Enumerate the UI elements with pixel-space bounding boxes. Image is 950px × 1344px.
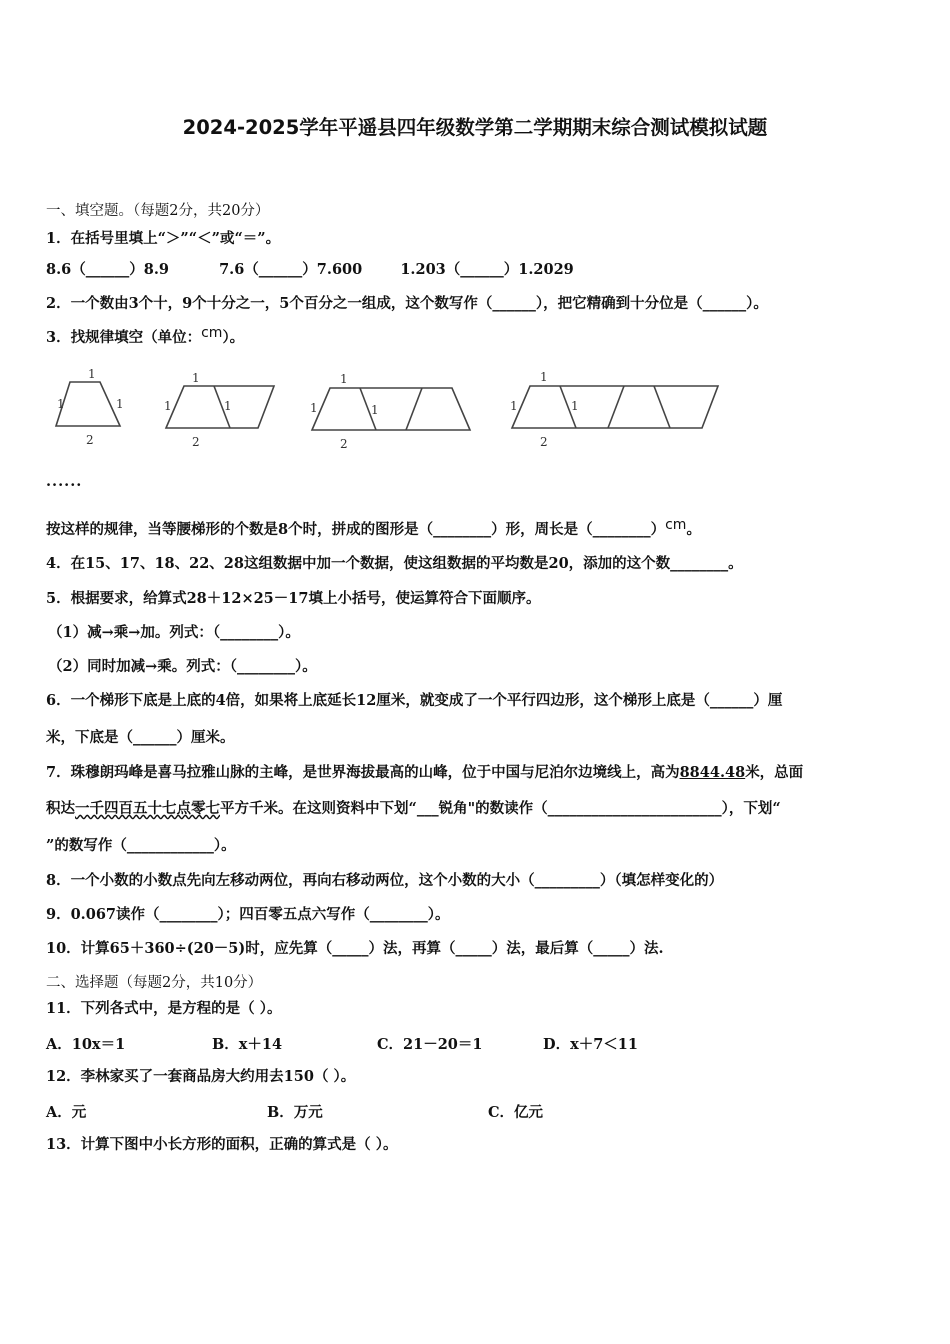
label-side-3: 1	[310, 401, 318, 415]
q12-option-c: C．亿元	[488, 1104, 544, 1121]
question-3-stem: 3．找规律填空（单位：cm）。	[46, 325, 245, 346]
question-3-answer: 按这样的规律，当等腰梯形的个数是8个时，拼成的图形是（________）形，周长是（________）cm。	[46, 517, 701, 538]
q1-item-3: 1.203（______）1.2029	[400, 261, 574, 278]
trapezoid-2	[166, 386, 274, 428]
label-bottom-3: 2	[340, 437, 348, 451]
question-5-stem: 5．根据要求，给算式28＋12×25－17填上小括号，使运算符合下面顺序。	[46, 590, 541, 607]
q11-option-b: B．x＋14	[212, 1036, 283, 1053]
question-7-line-1: 7．珠穆朗玛峰是喜马拉雅山脉的主峰，是世界海拔最高的山峰，位于中国与尼泊尔边境线上，高为8844.48米，总面	[46, 764, 804, 781]
trapezoid-1	[56, 382, 120, 426]
label-bottom-4: 2	[540, 435, 548, 449]
label-side-1: 1	[57, 397, 65, 411]
question-1-items	[46, 260, 574, 280]
question-13-stem: 13．计算下图中小长方形的面积，正确的算式是（ ）。	[46, 1136, 398, 1153]
question-10: 10．计算65＋360÷(20－5)时，应先算（_____）法，再算（_____）法，最后算（_____）法.	[46, 940, 664, 957]
label-side-4: 1	[510, 399, 518, 413]
label-bottom-1: 2	[86, 433, 94, 447]
question-7-line-3: ”的数写作（____________）。	[46, 837, 236, 854]
q11-option-d: D．x＋7＜11	[543, 1036, 638, 1053]
trapezoid-4	[512, 386, 718, 428]
unit-cm-2: cm	[665, 517, 687, 533]
question-12-stem: 12．李林家买了一套商品房大约用去150（ ）。	[46, 1068, 356, 1085]
q12-option-a: A．元	[46, 1104, 87, 1121]
label-top-2: 1	[192, 371, 200, 385]
section-1-header: 一、填空题。（每题2分，共20分）	[46, 203, 270, 219]
label-side-3b: 1	[371, 403, 379, 417]
page-title: 2024-2025学年平遥县四年级数学第二学期期末综合测试模拟试题	[182, 116, 768, 139]
label-side-1b: 1	[116, 397, 124, 411]
wavy-underlined-number: 一千四百五十七点零七	[75, 800, 220, 817]
q1-item-1: 8.6（______）8.9	[46, 261, 169, 278]
question-6-line-1: 6．一个梯形下底是上底的4倍，如果将上底延长12厘米，就变成了一个平行四边形，这个梯形上底是（______）厘	[46, 692, 783, 709]
figure-labels	[57, 367, 579, 451]
question-2: 2．一个数由3个十，9个十分之一，5个百分之一组成，这个数写作（______），把它精确到十分位是（______）。	[46, 295, 768, 312]
q11-option-a: A．10x＝1	[46, 1036, 126, 1053]
label-top-3: 1	[340, 372, 348, 386]
underlined-number: 8844.48	[679, 764, 746, 781]
question-9: 9．0.067读作（________）；四百零五点六写作（________）。	[46, 906, 450, 923]
question-4: 4．在15、17、18、22、28这组数据中加一个数据，使这组数据的平均数是20，添加的这个数________。	[46, 555, 743, 572]
label-side-2: 1	[164, 399, 172, 413]
label-side-2b: 1	[224, 399, 232, 413]
question-1-stem: 1．在括号里填上“＞”“＜”或“＝”。	[46, 230, 281, 247]
label-side-4b: 1	[571, 399, 579, 413]
question-8: 8．一个小数的小数点先向左移动两位，再向右移动两位，这个小数的大小（_________）（填怎样变化的）	[46, 872, 724, 889]
q12-option-b: B．万元	[267, 1104, 323, 1121]
q1-item-2: 7.6（______）7.600	[219, 261, 363, 278]
question-11-stem: 11．下列各式中，是方程的是（ ）。	[46, 1000, 282, 1017]
label-top-4: 1	[540, 370, 548, 384]
q11-option-c: C．21－20＝1	[377, 1036, 483, 1053]
question-5-sub-1: （1）减→乘→加。列式：（________）。	[48, 624, 300, 641]
pattern-continues-dots: ......	[46, 473, 83, 490]
question-5-sub-2: （2）同时加减→乘。列式：（________）。	[48, 658, 317, 675]
section-2-header: 二、选择题（每题2分，共10分）	[46, 975, 263, 991]
label-top-1: 1	[88, 367, 96, 381]
label-bottom-2: 2	[192, 435, 200, 449]
trapezoid-pattern-figure	[46, 362, 736, 458]
question-6-line-2: 米，下底是（______）厘米。	[46, 729, 235, 746]
unit-cm: cm	[201, 325, 223, 341]
trapezoid-3	[312, 388, 470, 430]
question-7-line-2: 积达一千四百五十七点零七平方千米。在这则资料中下划“___锐角"的数读作（________________________），下划“	[46, 800, 781, 817]
